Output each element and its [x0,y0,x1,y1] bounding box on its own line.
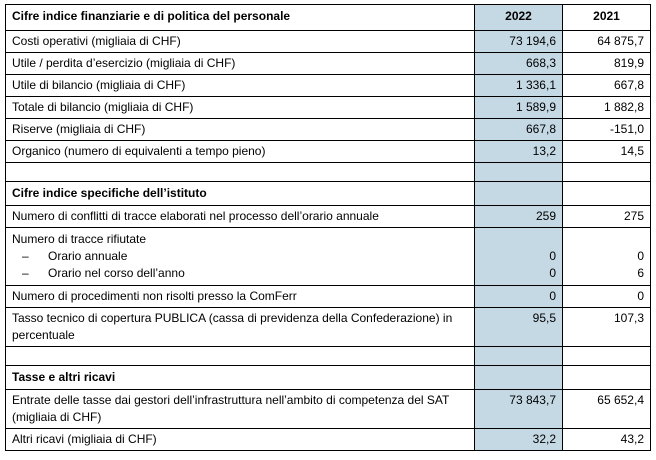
value-2022: 0 [549,249,556,263]
rejected-label-cell [6,228,475,286]
row-label: Tasso tecnico di copertura PUBLICA (cassa di previdenza della Confederazione) in [12,311,453,325]
table-row [6,429,651,451]
section3-title: Tasse e altri ricavi [6,366,475,390]
value-2021: 14,5 [563,141,651,163]
row-label: Altri ricavi (migliaia di CHF) [6,429,475,451]
value-2022: 32,2 [475,429,563,451]
dash-marker: – [22,249,29,263]
header-row [6,5,651,31]
value-2022: 1 336,1 [475,75,563,97]
value-2021: 0 [563,286,651,308]
empty-cell [563,182,651,206]
value-2021: -151,0 [563,119,651,141]
value-2022: 0 [549,266,556,280]
section-header-row [6,182,651,206]
value-2021: 819,9 [563,53,651,75]
year-2021-header: 2021 [563,5,651,31]
year-2022-header: 2022 [475,5,563,31]
value-2022: 259 [475,206,563,228]
value-2021: 667,8 [563,75,651,97]
row-label: Riserve (migliaia di CHF) [6,119,475,141]
empty-cell [563,347,651,366]
value-2022: 73 194,6 [475,31,563,53]
table-row [6,286,651,308]
value-2022-cell [475,228,563,286]
value-2022: 13,2 [475,141,563,163]
row-label: Numero di tracce rifiutate [12,232,147,246]
empty-line [481,231,556,248]
sub-item-during-year [12,265,468,282]
table-row [6,97,651,119]
table-row [6,31,651,53]
sub-item-label: Orario annuale [48,249,128,263]
row-label-cell [6,308,475,347]
empty-line [569,231,644,248]
table-row [6,75,651,97]
empty-cell [475,163,563,182]
value-2021: 0 [637,249,644,263]
empty-cell [6,347,475,366]
value-2021: 64 875,7 [563,31,651,53]
empty-cell [6,163,475,182]
table-row [6,141,651,163]
row-label: Numero di procedimenti non risolti presso la ComFerr [6,286,475,308]
table-row [6,119,651,141]
sub-item-annual [12,248,468,265]
table-row [6,390,651,429]
value-2021: 275 [563,206,651,228]
value-2021: 43,2 [563,429,651,451]
value-2021-cell [563,228,651,286]
sub-item-label: Orario nel corso dell’anno [48,266,185,280]
table-row-rejected [6,228,651,286]
section1-title: Cifre indice finanziarie e di politica del personale [6,5,475,31]
table-row [6,308,651,347]
row-label-cell [6,390,475,429]
empty-cell [475,182,563,206]
value-2021: 65 652,4 [563,390,651,429]
dash-marker: – [22,266,29,280]
value-2022: 95,5 [475,308,563,347]
table-row [6,206,651,228]
value-2021: 6 [637,266,644,280]
empty-cell [475,347,563,366]
row-label: Numero di conflitti di tracce elaborati nel processo dell’orario annuale [6,206,475,228]
row-label: Organico (numero di equivalenti a tempo pieno) [6,141,475,163]
spacer-row [6,163,651,182]
empty-cell [563,163,651,182]
value-2022: 667,8 [475,119,563,141]
value-2022: 1 589,9 [475,97,563,119]
table-row [6,53,651,75]
row-label: Utile di bilancio (migliaia di CHF) [6,75,475,97]
value-2022: 668,3 [475,53,563,75]
row-label: Totale di bilancio (migliaia di CHF) [6,97,475,119]
section-header-row [6,366,651,390]
key-figures-table [5,4,651,451]
value-2021: 107,3 [563,308,651,347]
row-label: Entrate delle tasse dai gestori dell’infrastruttura nell’ambito di competenza del SAT [12,393,450,407]
row-label: Costi operativi (migliaia di CHF) [6,31,475,53]
value-2022: 73 843,7 [475,390,563,429]
empty-cell [563,366,651,390]
empty-cell [475,366,563,390]
row-label-continued: percentuale [12,328,75,342]
spacer-row [6,347,651,366]
row-label: Utile / perdita d’esercizio (migliaia di CHF) [6,53,475,75]
value-2022: 0 [475,286,563,308]
section2-title: Cifre indice specifiche dell’istituto [6,182,475,206]
value-2021: 1 882,8 [563,97,651,119]
row-label-continued: (migliaia di CHF) [12,410,102,424]
